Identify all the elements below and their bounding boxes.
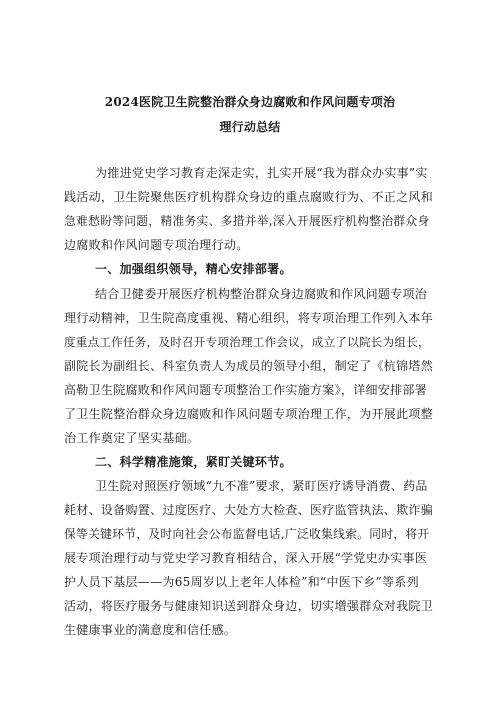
body-line: 度重点工作任务，及时召开专项治理工作会议，成立了以院长为组长， — [64, 335, 430, 349]
section-heading-2: 二、科学精准施策，紧盯关键环节。 — [95, 455, 292, 469]
body-line: 护人员下基层——为65周岁以上老年人体检”和“中医下乡”等系列 — [64, 575, 419, 589]
body-line: 治工作奠定了坚实基础。 — [64, 431, 200, 445]
body-line: 耗材、设备购置、过度医疗、大处方大检查、医疗监管执法、欺诈骗 — [64, 503, 434, 517]
body-line: 卫生院对照医疗领域“九不准”要求，紧盯医疗诱导消费、药品 — [95, 479, 428, 493]
section-heading-1: 一、加强组织领导，精心安排部署。 — [95, 262, 292, 276]
body-line: 了卫生院整治群众身边腐败和作风问题专项治理工作，为开展此项整 — [64, 407, 434, 421]
body-line: 为推进党史学习教育走深走实，扎实开展“我为群众办实事”实 — [95, 166, 428, 180]
body-line: 副院长为副组长、科室负责人为成员的领导小组，制定了《杭锦塔然 — [64, 359, 434, 373]
body-line: 活动，将医疗服务与健康知识送到群众身边，切实增强群众对我院卫 — [64, 599, 434, 613]
body-line: 践活动，卫生院聚焦医疗机构群众身边的重点腐败行为、不正之风和 — [64, 190, 434, 204]
document-title-line-1: 2024医院卫生院整治群众身边腐败和作风问题专项治 — [104, 95, 396, 109]
body-line: 急难愁盼等问题，精准务实、多措并举,深入开展医疗机构整治群众身 — [64, 214, 430, 228]
body-line: 保等关键环节，及时向社会公布监督电话,广泛收集线索。同时，将开 — [64, 527, 430, 541]
body-line: 边腐败和作风问题专项治理行动。 — [64, 238, 249, 252]
body-line: 高勒卫生院腐败和作风问题专项整治工作实施方案》，详细安排部署 — [64, 383, 428, 397]
body-line: 结合卫健委开展医疗机构整治群众身边腐败和作风问题专项治 — [95, 287, 428, 301]
body-line: 生健康事业的满意度和信任感。 — [64, 623, 237, 637]
body-line: 展专项治理行动与党史学习教育相结合，深入开展“学党史办实事医 — [64, 551, 428, 565]
document-title-line-2: 理行动总结 — [219, 120, 281, 134]
body-line: 理行动精神，卫生院高度重视、精心组织，将专项治理工作列入本年 — [64, 311, 434, 325]
